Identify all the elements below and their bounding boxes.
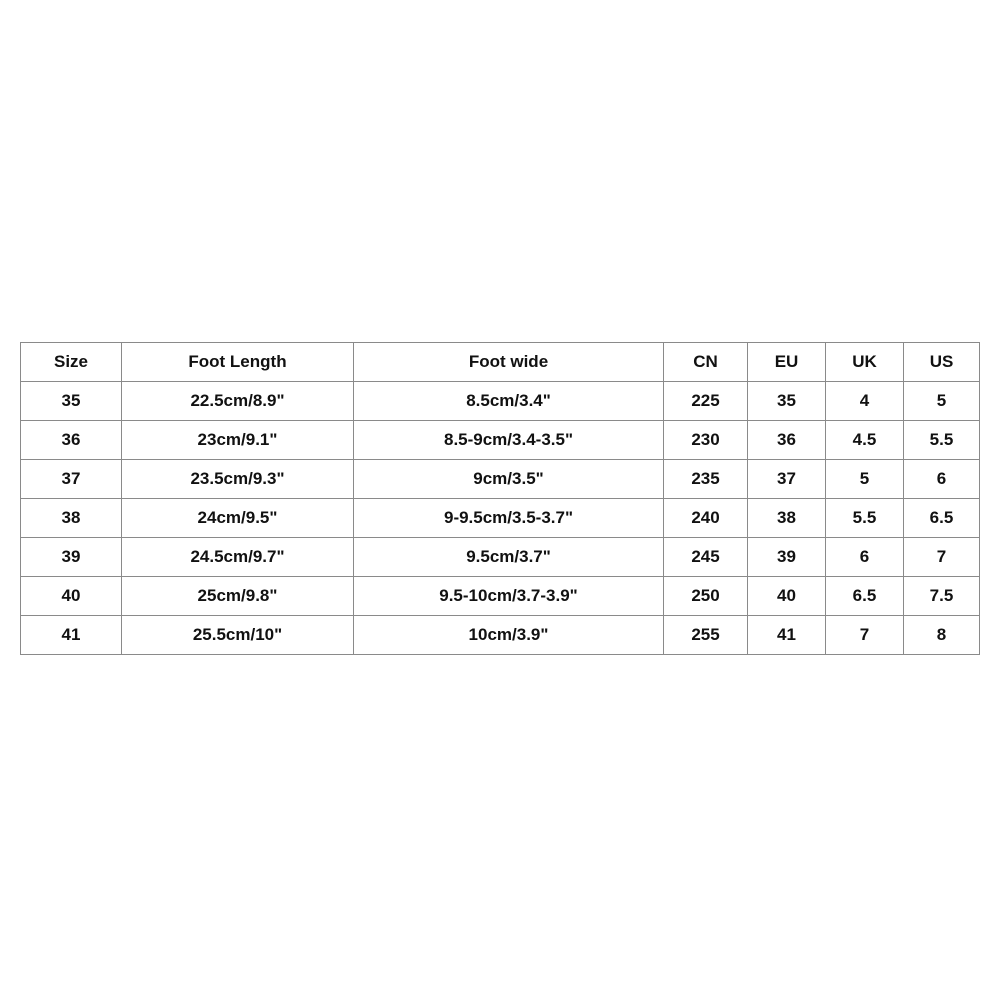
cell-uk: 4.5: [826, 421, 904, 460]
cell-uk: 5: [826, 460, 904, 499]
cell-uk: 4: [826, 382, 904, 421]
header-us: US: [904, 343, 980, 382]
cell-size: 40: [21, 577, 122, 616]
cell-foot-length: 22.5cm/8.9": [122, 382, 354, 421]
cell-cn: 250: [664, 577, 748, 616]
cell-cn: 235: [664, 460, 748, 499]
cell-us: 6: [904, 460, 980, 499]
header-uk: UK: [826, 343, 904, 382]
cell-eu: 41: [748, 616, 826, 655]
cell-foot-wide: 10cm/3.9": [354, 616, 664, 655]
cell-foot-length: 24cm/9.5": [122, 499, 354, 538]
cell-cn: 225: [664, 382, 748, 421]
cell-foot-length: 24.5cm/9.7": [122, 538, 354, 577]
cell-us: 7.5: [904, 577, 980, 616]
cell-uk: 6: [826, 538, 904, 577]
table-row: [21, 538, 980, 577]
cell-size: 39: [21, 538, 122, 577]
cell-foot-wide: 9.5-10cm/3.7-3.9": [354, 577, 664, 616]
cell-foot-length: 23.5cm/9.3": [122, 460, 354, 499]
cell-us: 8: [904, 616, 980, 655]
cell-size: 36: [21, 421, 122, 460]
cell-cn: 255: [664, 616, 748, 655]
size-chart-container: [20, 342, 979, 655]
cell-foot-length: 25cm/9.8": [122, 577, 354, 616]
cell-size: 35: [21, 382, 122, 421]
cell-eu: 40: [748, 577, 826, 616]
cell-eu: 36: [748, 421, 826, 460]
table-header-row: [21, 343, 980, 382]
cell-cn: 245: [664, 538, 748, 577]
header-eu: EU: [748, 343, 826, 382]
cell-foot-wide: 8.5cm/3.4": [354, 382, 664, 421]
cell-foot-wide: 9.5cm/3.7": [354, 538, 664, 577]
cell-uk: 6.5: [826, 577, 904, 616]
cell-size: 37: [21, 460, 122, 499]
table-row: [21, 382, 980, 421]
cell-us: 5: [904, 382, 980, 421]
cell-eu: 35: [748, 382, 826, 421]
cell-foot-wide: 8.5-9cm/3.4-3.5": [354, 421, 664, 460]
table-row: [21, 499, 980, 538]
cell-size: 38: [21, 499, 122, 538]
cell-foot-length: 25.5cm/10": [122, 616, 354, 655]
table-row: [21, 421, 980, 460]
cell-uk: 7: [826, 616, 904, 655]
header-cn: CN: [664, 343, 748, 382]
cell-foot-length: 23cm/9.1": [122, 421, 354, 460]
table-row: [21, 616, 980, 655]
cell-cn: 230: [664, 421, 748, 460]
size-chart-table: [20, 342, 980, 655]
cell-eu: 37: [748, 460, 826, 499]
cell-cn: 240: [664, 499, 748, 538]
cell-size: 41: [21, 616, 122, 655]
header-size: Size: [21, 343, 122, 382]
cell-eu: 39: [748, 538, 826, 577]
header-foot-wide: Foot wide: [354, 343, 664, 382]
cell-us: 5.5: [904, 421, 980, 460]
cell-us: 7: [904, 538, 980, 577]
header-foot-length: Foot Length: [122, 343, 354, 382]
table-row: [21, 460, 980, 499]
cell-eu: 38: [748, 499, 826, 538]
cell-uk: 5.5: [826, 499, 904, 538]
table-row: [21, 577, 980, 616]
cell-foot-wide: 9-9.5cm/3.5-3.7": [354, 499, 664, 538]
cell-foot-wide: 9cm/3.5": [354, 460, 664, 499]
cell-us: 6.5: [904, 499, 980, 538]
